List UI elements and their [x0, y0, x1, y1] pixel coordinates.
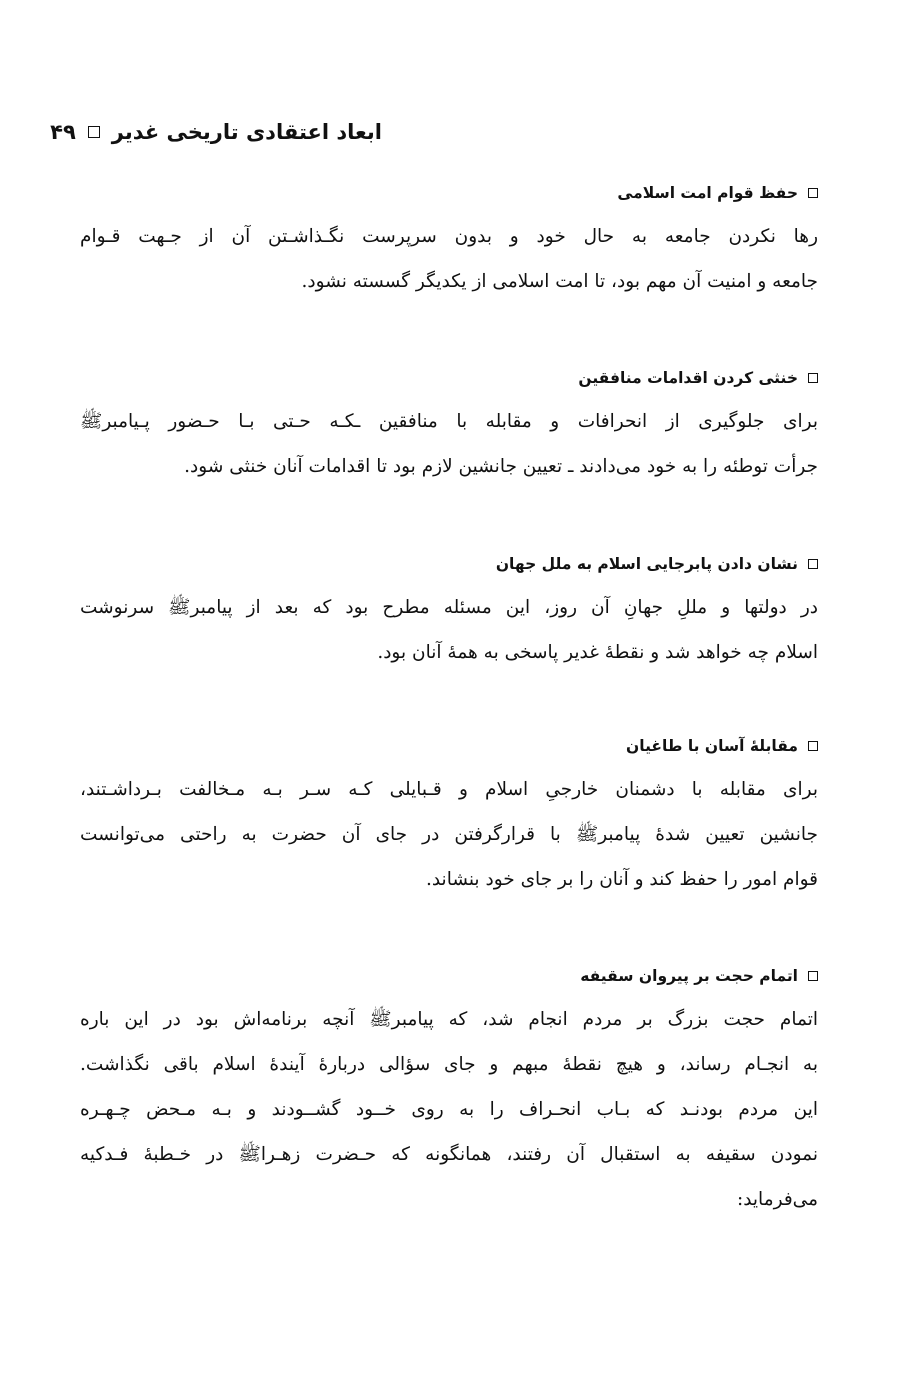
square-bullet-icon [808, 373, 818, 383]
section-heading-text: خنثی کردن اقدامات منافقین [578, 369, 798, 387]
section-heading-text: مقابلهٔ آسان با طاغیان [626, 737, 798, 755]
square-bullet-icon [88, 126, 100, 138]
paragraph [80, 399, 818, 489]
paragraph [80, 585, 818, 675]
section-heading-text: اتمام حجت بر پیروان سقیفه [580, 967, 798, 985]
page-number: ۴۹ [50, 120, 76, 144]
paragraph-line: اتمام حجت بزرگ بر مردم انجام شد، که پیامبرﷺ آنچه برنامه‌اش بود در این باره [80, 1009, 818, 1030]
paragraph-line: برای جلوگیری از انحرافات و مقابله با منافقین ـکـه حـتی بـا حـضور پـیامبرﷺ [80, 411, 818, 432]
square-bullet-icon [808, 971, 818, 981]
paragraph-line: جانشین تعیین شدهٔ پیامبرﷺ با قرارگرفتن در جای آن حضرت به راحتی می‌توانست [80, 824, 818, 845]
section-confront-rebels [80, 733, 818, 902]
square-bullet-icon [808, 741, 818, 751]
section-heading-text: حفظ قوام امت اسلامی [617, 184, 798, 202]
section-heading [80, 365, 818, 391]
paragraph-line: برای مقابله با دشمنان خارجیِ اسلام و قـبایلی کـه سـر بـه مـخالفت بـرداشـتند، [80, 779, 818, 800]
running-header [50, 112, 382, 152]
section-heading [80, 551, 818, 577]
paragraph-line: جامعه و امنیت آن مهم بود، تا امت اسلامی از یکدیگر گسسته نشود. [301, 271, 818, 292]
paragraph-line: این مردم بودنـد که بـاب انحـراف را به روی خــود گشــودند و بـه مـحض چـهـره [80, 1099, 818, 1120]
section-heading [80, 733, 818, 759]
section-heading [80, 963, 818, 989]
section-neutralize-hypocrites [80, 365, 818, 489]
section-islam-stability [80, 551, 818, 675]
paragraph-line: نمودن سقیفه به استقبال آن رفتند، همانگونه که حـضرت زهـراﷺ در خـطبهٔ فـدکیه [80, 1144, 818, 1165]
paragraph [80, 767, 818, 902]
book-page [50, 0, 818, 1393]
paragraph [80, 214, 818, 304]
paragraph-line: قوام امور را حفظ کند و آنان را بر جای خود بنشاند. [425, 869, 818, 890]
paragraph [80, 997, 818, 1222]
header-title: ابعاد اعتقادی تاریخی غدیر [111, 120, 382, 144]
section-heading [80, 180, 818, 206]
paragraph-line: جرأت توطئه را به خود می‌دادند ـ تعیین جانشین لازم بود تا اقدامات آنان خنثی شود. [184, 456, 818, 477]
square-bullet-icon [808, 559, 818, 569]
section-heading-text: نشان دادن پابرجایی اسلام به ملل جهان [495, 555, 798, 573]
section-saqifa-proof [80, 963, 818, 1222]
paragraph-line: در دولتها و مللِ جهانِ آن روز، این مسئله مطرح بود که بعد از پیامبرﷺ سرنوشت [80, 597, 818, 618]
paragraph-line: رها نکردن جامعه به حال خود و بدون سرپرست نگـذاشـتن آن از جـهت قـوام [80, 226, 818, 247]
square-bullet-icon [808, 188, 818, 198]
paragraph-line: اسلام چه خواهد شد و نقطهٔ غدیر پاسخی به همهٔ آنان بود. [377, 642, 818, 663]
paragraph-line: می‌فرماید: [736, 1189, 818, 1210]
paragraph-line: به انجـام رساند، و هیچ نقطهٔ مبهم و جای سؤالی دربارهٔ آیندهٔ اسلام باقی نگذاشت. [80, 1054, 818, 1075]
section-preserve-ummah [80, 180, 818, 304]
